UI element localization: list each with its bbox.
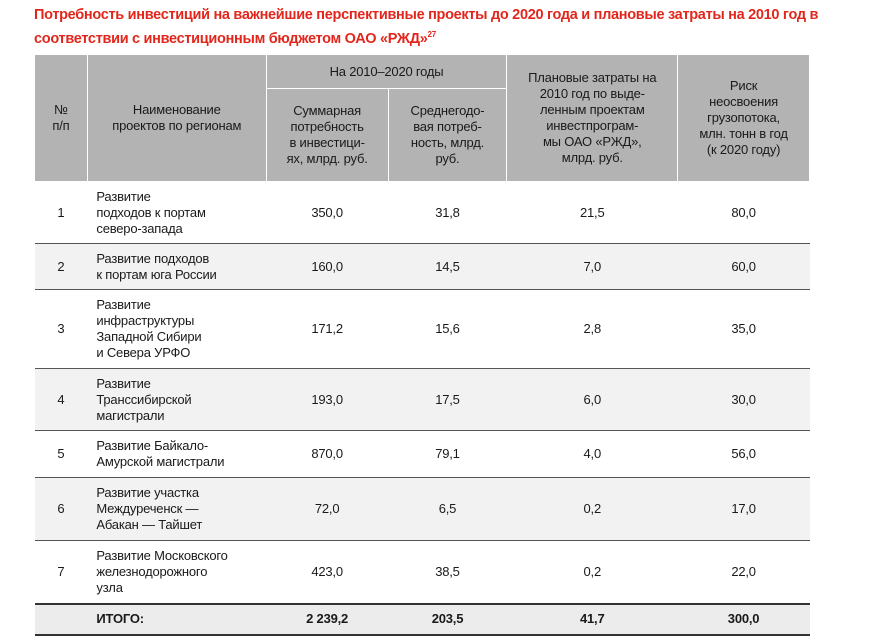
cell-risk: 30,0	[678, 369, 810, 431]
cell-planned: 0,2	[507, 478, 678, 541]
totals-label: ИТОГО:	[87, 604, 266, 635]
cell-num: 5	[35, 431, 88, 478]
cell-num: 2	[35, 244, 88, 290]
totals-avg-need: 203,5	[388, 604, 507, 635]
cell-total-need: 160,0	[266, 244, 388, 290]
header-period: На 2010–2020 годы	[266, 55, 507, 89]
table-row	[35, 182, 810, 244]
cell-num: 3	[35, 290, 88, 369]
investment-table	[34, 54, 810, 636]
totals-total-need: 2 239,2	[266, 604, 388, 635]
footnote-ref: 27	[427, 30, 436, 39]
cell-avg-need: 79,1	[388, 431, 507, 478]
cell-name: Развитие Московского железнодорожного узла	[87, 541, 266, 604]
cell-planned: 4,0	[507, 431, 678, 478]
header-risk: Риск неосвоения грузопотока, млн. тонн в год (к 2020 году)	[678, 55, 810, 182]
cell-planned: 7,0	[507, 244, 678, 290]
cell-name: Развитие инфраструктуры Западной Сибири и Севера УРФО	[87, 290, 266, 369]
cell-total-need: 350,0	[266, 182, 388, 244]
header-name: Наименование проектов по регионам	[87, 55, 266, 182]
cell-total-need: 72,0	[266, 478, 388, 541]
cell-planned: 21,5	[507, 182, 678, 244]
table-row	[35, 290, 810, 369]
header-planned: Плановые затраты на 2010 год по выде- ленным проектам инвестпрограм- мы ОАО «РЖД», млрд. руб.	[507, 55, 678, 182]
header-total-need: Суммарная потребность в инвестици- ях, млрд. руб.	[266, 89, 388, 182]
cell-avg-need: 17,5	[388, 369, 507, 431]
cell-risk: 35,0	[678, 290, 810, 369]
cell-name: Развитие участка Междуреченск — Абакан — Тайшет	[87, 478, 266, 541]
cell-risk: 22,0	[678, 541, 810, 604]
cell-name: Развитие Байкало- Амурской магистрали	[87, 431, 266, 478]
cell-avg-need: 6,5	[388, 478, 507, 541]
cell-planned: 6,0	[507, 369, 678, 431]
cell-total-need: 171,2	[266, 290, 388, 369]
cell-avg-need: 38,5	[388, 541, 507, 604]
cell-total-need: 870,0	[266, 431, 388, 478]
cell-num: 7	[35, 541, 88, 604]
cell-num: 1	[35, 182, 88, 244]
table-row	[35, 541, 810, 604]
totals-risk: 300,0	[678, 604, 810, 635]
header-avg-need: Среднегодо- вая потреб- ность, млрд. руб.	[388, 89, 507, 182]
cell-risk: 80,0	[678, 182, 810, 244]
cell-risk: 56,0	[678, 431, 810, 478]
cell-risk: 17,0	[678, 478, 810, 541]
totals-row	[35, 604, 810, 635]
totals-empty-cell	[35, 604, 88, 635]
table-row	[35, 431, 810, 478]
cell-total-need: 423,0	[266, 541, 388, 604]
cell-num: 6	[35, 478, 88, 541]
table-row	[35, 478, 810, 541]
cell-total-need: 193,0	[266, 369, 388, 431]
table-title	[34, 6, 834, 49]
cell-name: Развитие Транссибирской магистрали	[87, 369, 266, 431]
cell-avg-need: 31,8	[388, 182, 507, 244]
cell-planned: 0,2	[507, 541, 678, 604]
cell-risk: 60,0	[678, 244, 810, 290]
totals-planned: 41,7	[507, 604, 678, 635]
cell-planned: 2,8	[507, 290, 678, 369]
cell-name: Развитие подходов к портам северо-запада	[87, 182, 266, 244]
table-row	[35, 244, 810, 290]
table-row	[35, 369, 810, 431]
cell-num: 4	[35, 369, 88, 431]
cell-avg-need: 15,6	[388, 290, 507, 369]
cell-avg-need: 14,5	[388, 244, 507, 290]
title-text: Потребность инвестиций на важнейшие перспективные проекты до 2020 года и плановые затраты на 2010 год в соответствии с инвестиционным бюджетом ОАО «РЖД»	[34, 7, 819, 47]
cell-name: Развитие подходов к портам юга России	[87, 244, 266, 290]
header-num: № п/п	[35, 55, 88, 182]
